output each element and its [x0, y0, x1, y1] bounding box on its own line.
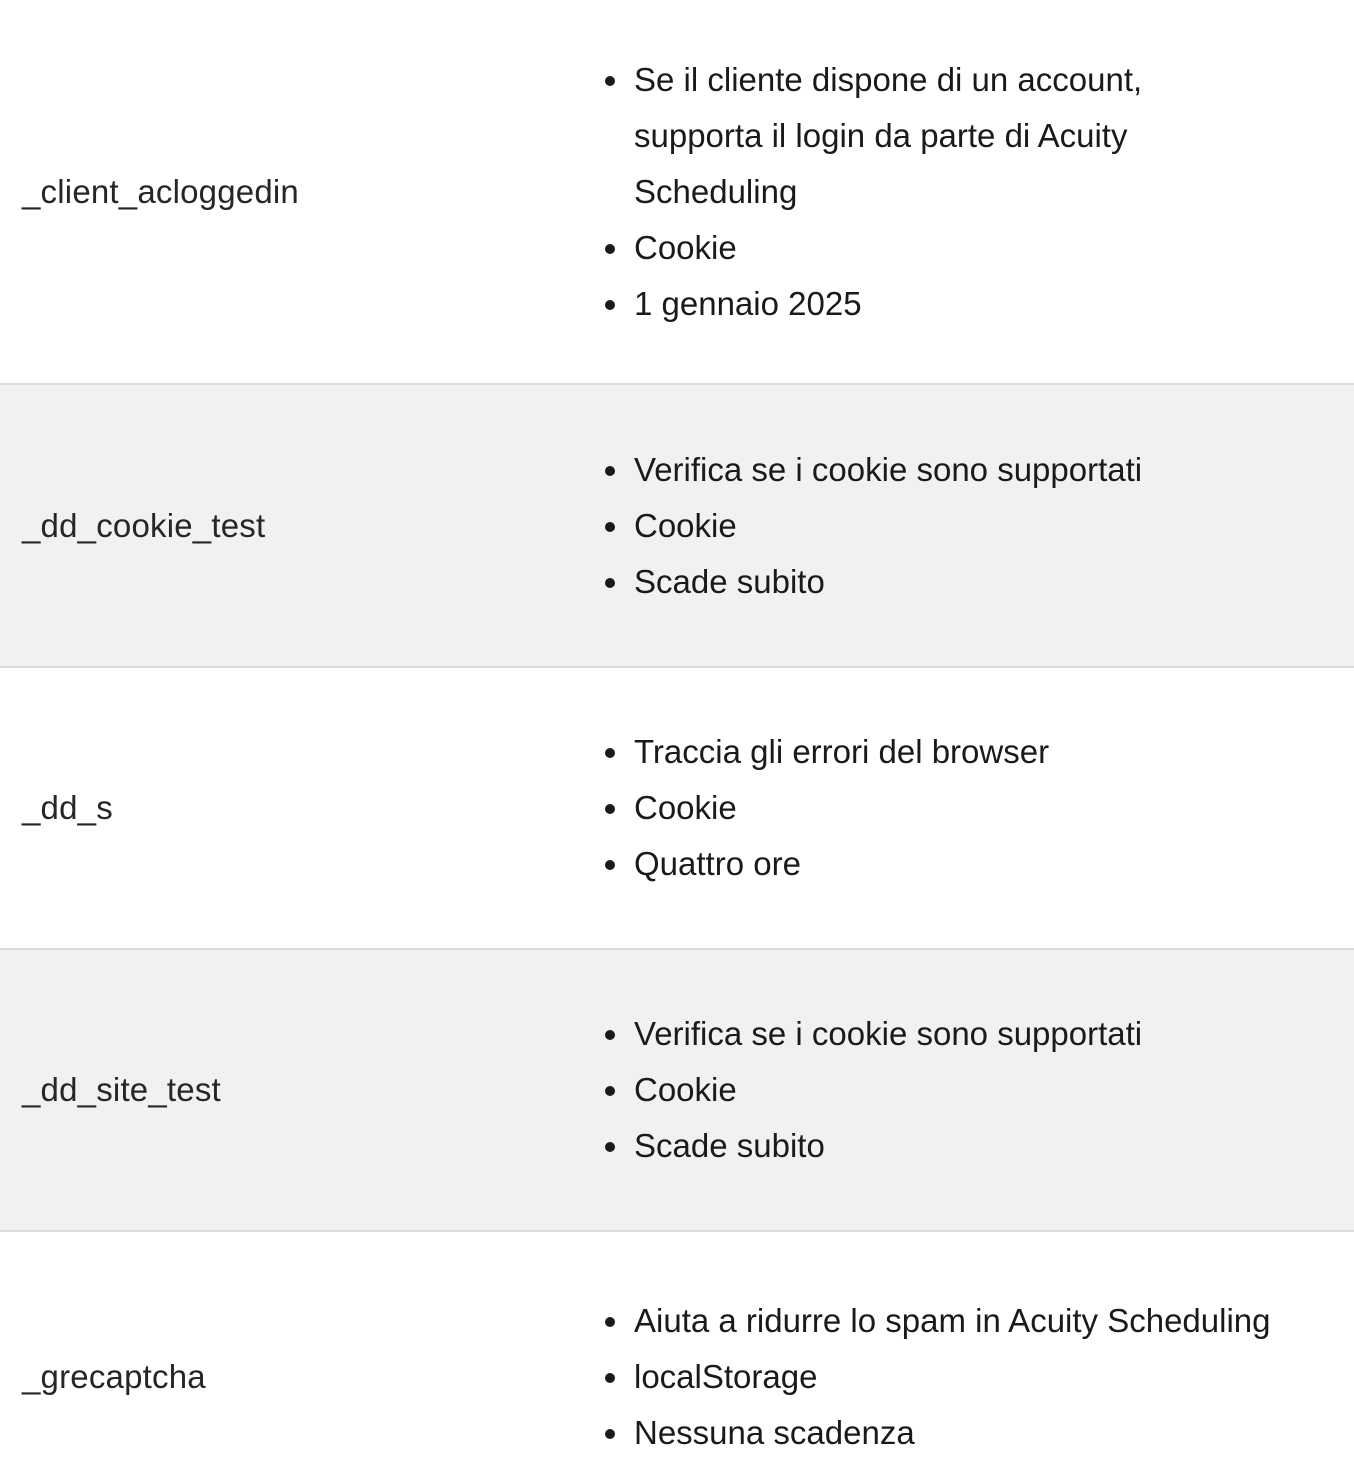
bullet-icon: [605, 1429, 615, 1439]
cookie-name: _client_acloggedin: [22, 172, 299, 210]
list-item: [600, 276, 1344, 332]
list-item: [600, 724, 1344, 780]
list-item: [600, 780, 1344, 836]
table-row: [0, 385, 1354, 668]
cookie-type: localStorage: [634, 1358, 818, 1395]
cookie-purpose: Traccia gli errori del browser: [634, 733, 1050, 770]
cookie-type: Cookie: [634, 228, 737, 266]
bullet-icon: [605, 300, 615, 310]
table-row: [0, 950, 1354, 1232]
bullet-icon: [605, 1142, 615, 1152]
bullet-icon: [605, 76, 615, 86]
bullet-icon: [605, 1317, 615, 1327]
bullet-icon: [605, 578, 615, 588]
cookie-expiry: Nessuna scadenza: [634, 1414, 915, 1451]
bullet-icon: [605, 1086, 615, 1096]
cookie-details: [600, 442, 1354, 610]
cookie-purpose: Se il cliente dispone di un account, supporta il login da parte di Acuity Scheduling: [634, 60, 1143, 210]
bullet-icon: [605, 748, 615, 758]
cookie-expiry: Scade subito: [634, 1127, 825, 1164]
cookie-type: Cookie: [634, 506, 737, 544]
details-list: [600, 1293, 1344, 1461]
cookie-name: _dd_s: [22, 789, 113, 826]
list-item: [600, 1006, 1344, 1062]
bullet-icon: [605, 244, 615, 254]
cookie-details: [600, 1006, 1354, 1174]
list-item: [600, 554, 1344, 610]
bullet-icon: [605, 522, 615, 532]
cookie-type: Cookie: [634, 789, 737, 826]
list-item: [600, 836, 1344, 892]
cookie-details: [600, 724, 1354, 892]
list-item: [600, 1118, 1344, 1174]
details-list: [600, 724, 1344, 892]
details-list: [600, 1006, 1344, 1174]
cookie-purpose: Verifica se i cookie sono supportati: [634, 450, 1143, 488]
cookie-details: [600, 1293, 1354, 1461]
list-item: [600, 498, 1344, 554]
cookie-name: _grecaptcha: [22, 1358, 206, 1395]
list-item: [600, 1293, 1344, 1349]
cookie-details: [600, 52, 1354, 332]
cookie-purpose: Verifica se i cookie sono supportati: [634, 1015, 1143, 1052]
bullet-icon: [605, 466, 615, 476]
bullet-icon: [605, 1030, 615, 1040]
cookie-type: Cookie: [634, 1071, 737, 1108]
cookie-purpose: Aiuta a ridurre lo spam in Acuity Scheduling: [634, 1302, 1271, 1339]
cookie-expiry: Scade subito: [634, 562, 825, 600]
cookie-name: _dd_site_test: [22, 1071, 221, 1108]
list-item: [600, 442, 1344, 498]
cookie-expiry: 1 gennaio 2025: [634, 284, 862, 322]
details-list: [600, 52, 1344, 332]
list-item: [600, 220, 1344, 276]
table-row: [0, 0, 1354, 385]
bullet-icon: [605, 860, 615, 870]
cookie-name: _dd_cookie_test: [22, 506, 266, 544]
cookie-expiry: Quattro ore: [634, 845, 801, 882]
bullet-icon: [605, 1373, 615, 1383]
details-list: [600, 442, 1344, 610]
table-row: [0, 668, 1354, 950]
table-row: [0, 1232, 1354, 1468]
list-item: [600, 1405, 1344, 1461]
bullet-icon: [605, 804, 615, 814]
list-item: [600, 1349, 1344, 1405]
list-item: [600, 1062, 1344, 1118]
list-item: [600, 52, 1204, 220]
